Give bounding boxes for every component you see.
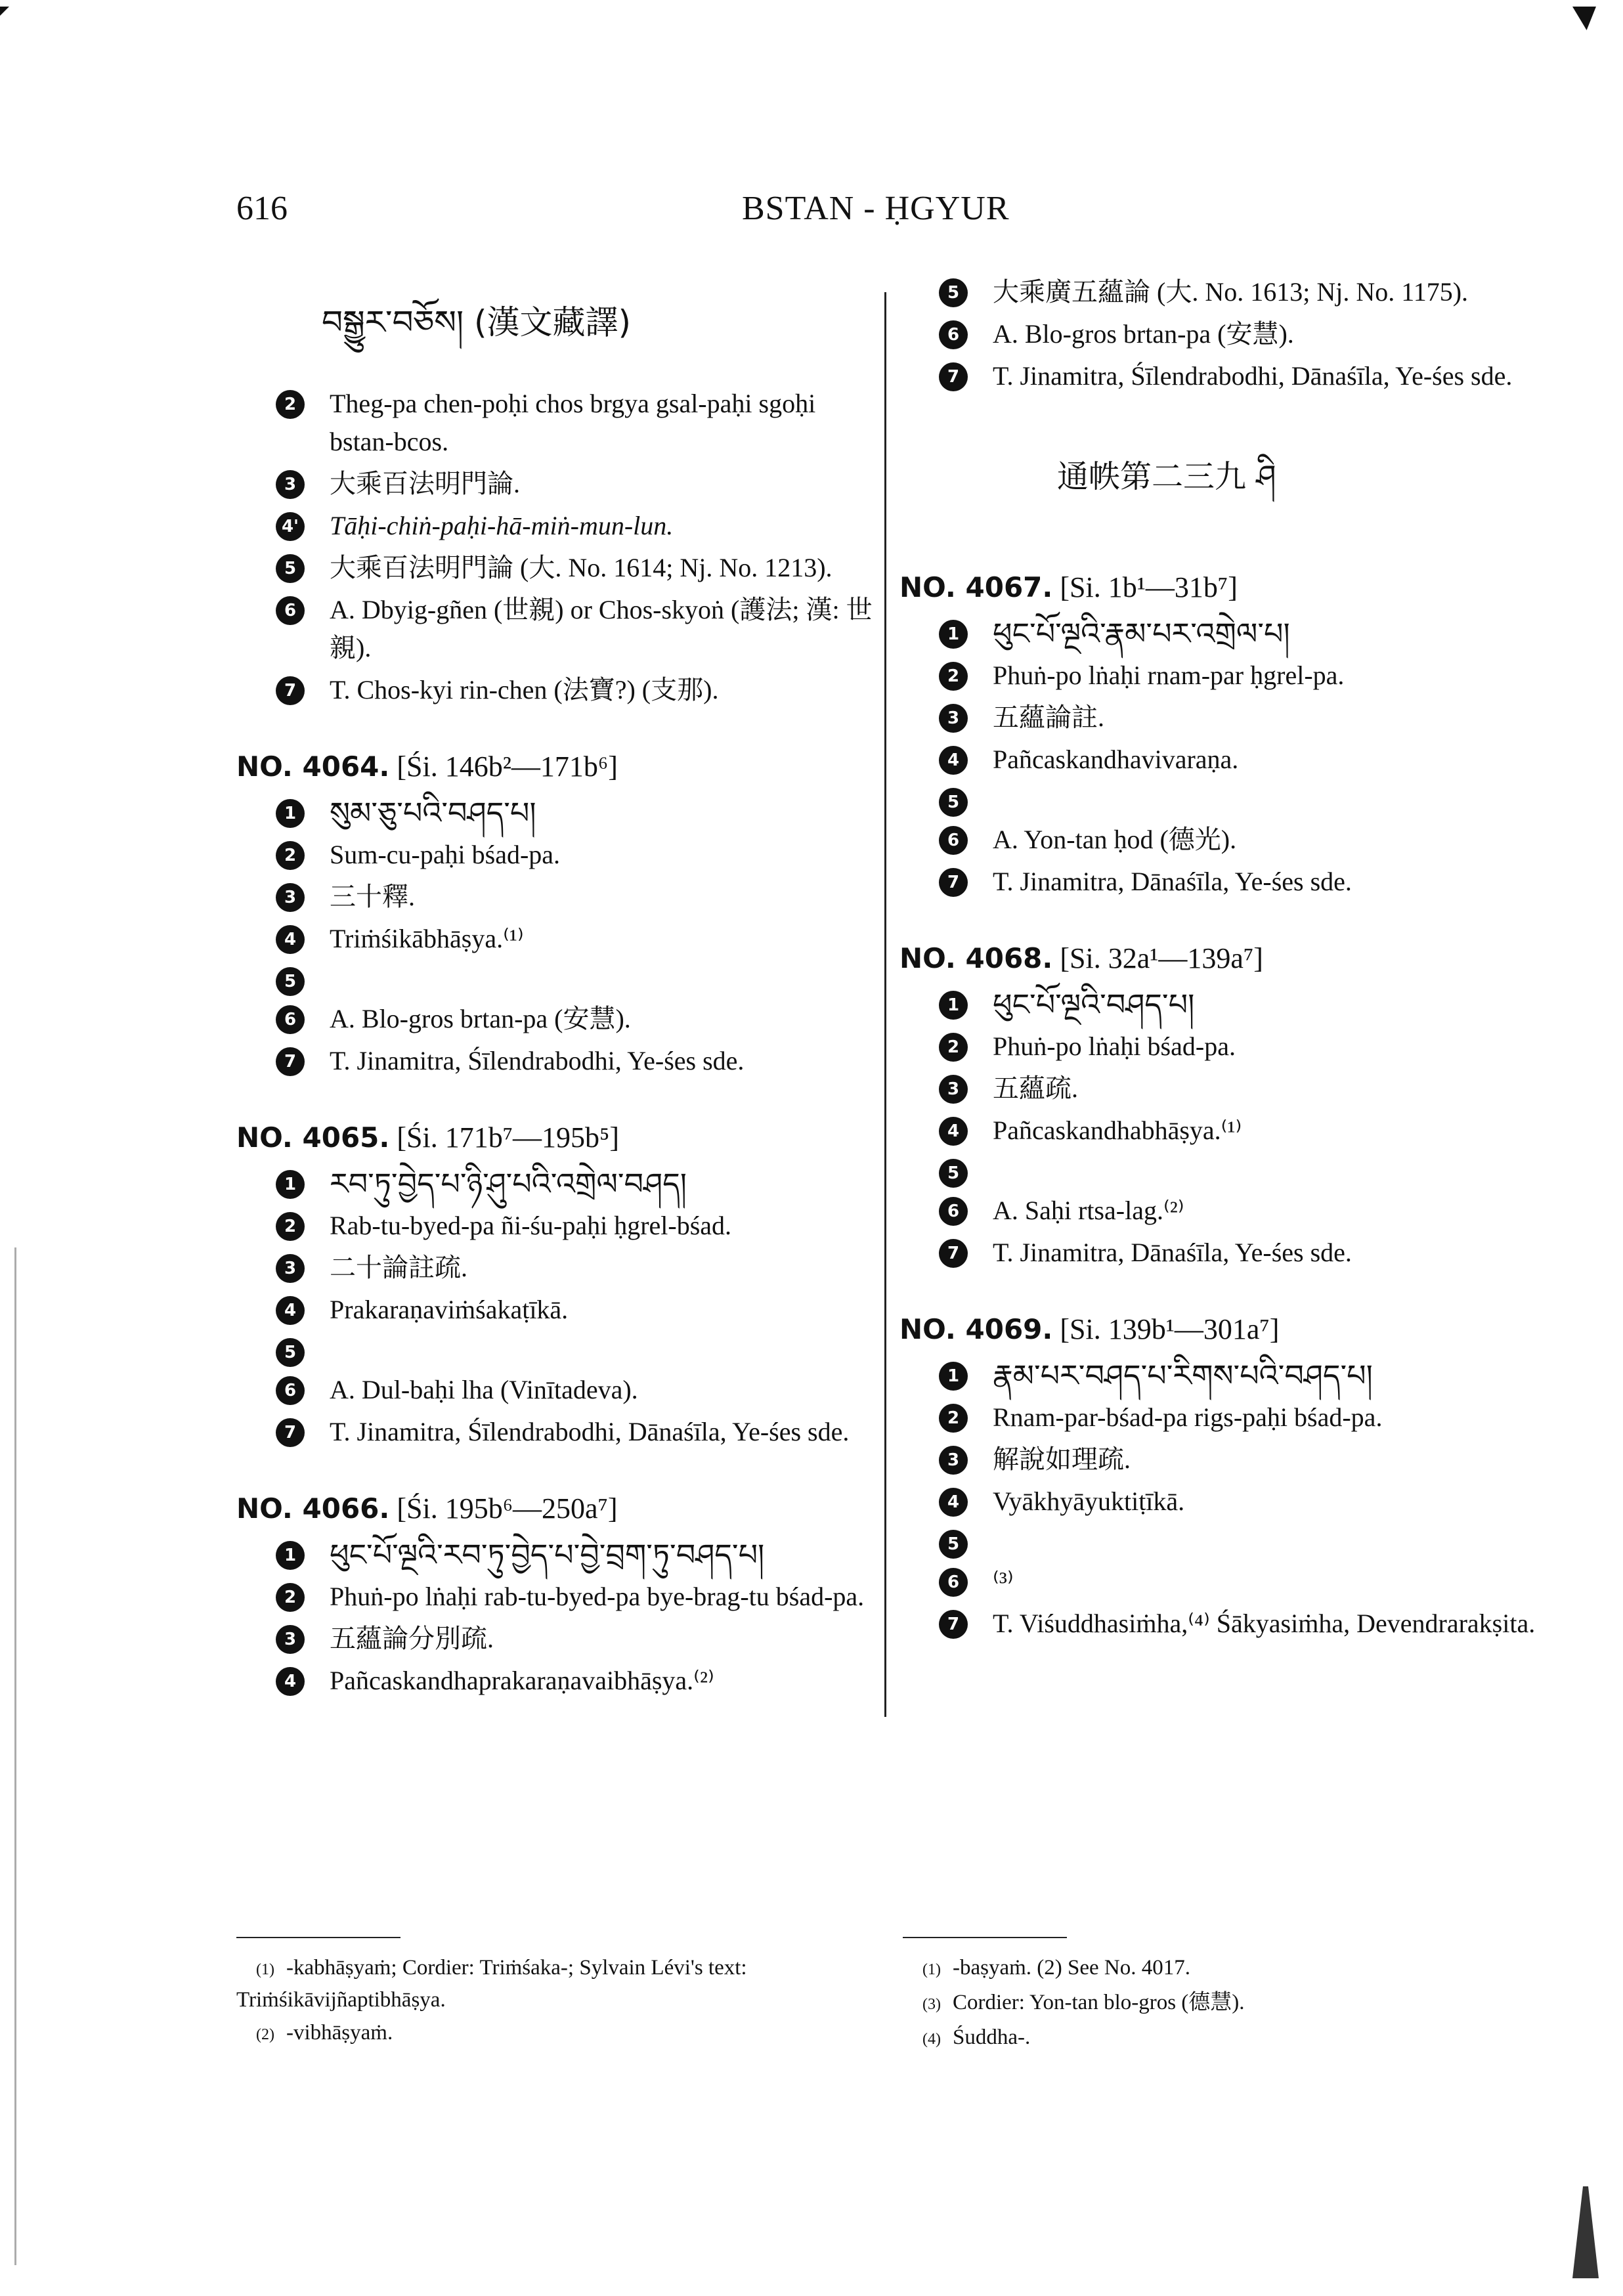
field-number-marker: 3 <box>939 1075 968 1104</box>
entry-line <box>899 699 1540 737</box>
field-number-marker: 7 <box>276 1047 305 1076</box>
entry-line <box>899 1605 1540 1643</box>
entry-text: T. Viśuddhasiṁha,⁽⁴⁾ Śākyasiṁha, Devendrarakṣita. <box>993 1609 1536 1638</box>
field-number-marker: 1 <box>939 1362 968 1391</box>
entry-text: A. Blo-gros brtan-pa (安慧). <box>993 319 1294 349</box>
scan-edge-mark <box>1572 2186 1599 2278</box>
entry-text: Phuṅ-po lṅaḥi rab-tu-byed-pa bye-brag-tu bśad-pa. <box>330 1582 865 1611</box>
entry-text: Vyākhyāyuktiṭīkā. <box>993 1486 1185 1516</box>
field-number-marker: 3 <box>939 704 968 733</box>
entry-text: T. Jinamitra, Śīlendrabodhi, Dānaśīla, Ye-śes sde. <box>330 1417 850 1446</box>
footnote-text: Śuddha-. <box>952 2025 1031 2049</box>
field-number-marker: 7 <box>939 362 968 391</box>
field-number-marker: 7 <box>939 1239 968 1268</box>
entry-line <box>899 1440 1540 1479</box>
entry-line <box>236 1413 876 1451</box>
entry-text: A. Dul-baḥi lha (Vinītadeva). <box>330 1375 638 1404</box>
field-number-marker: 1 <box>276 1541 305 1570</box>
entry-text: A. Saḥi rtsa-lag.⁽²⁾ <box>993 1196 1184 1225</box>
field-number-marker: 6 <box>276 596 305 625</box>
field-number-marker: 6 <box>276 1376 305 1405</box>
entry-text: T. Jinamitra, Dānaśīla, Ye-śes sde. <box>993 1238 1352 1267</box>
entry-line <box>236 1333 876 1367</box>
translation-title: བསྒྱུར་བཅོས། (漢文藏譯) <box>322 303 632 341</box>
entry-line <box>899 1028 1540 1066</box>
tibetan-title-line <box>899 986 1540 1024</box>
catalog-entry <box>236 750 876 1080</box>
entry-text: Pañcaskandhaprakaraṇavaibhāṣya.⁽²⁾ <box>330 1666 714 1695</box>
footnote <box>236 2018 876 2050</box>
field-number-marker: 5 <box>276 554 305 583</box>
entry-line <box>899 1483 1540 1521</box>
tibetan-title-line <box>236 1165 876 1203</box>
field-number-marker: 7 <box>276 1418 305 1447</box>
tibetan-title-line <box>236 1536 876 1574</box>
field-number-marker: 5 <box>276 1338 305 1367</box>
field-number-marker: 4 <box>276 1667 305 1696</box>
entry-text: 大乘百法明門論 (大. No. 1614; Nj. No. 1213). <box>330 553 833 582</box>
entry-text: 大乘廣五蘊論 (大. No. 1613; Nj. No. 1175). <box>993 277 1469 307</box>
field-number-marker: 3 <box>276 470 305 499</box>
entry-heading <box>236 1492 876 1525</box>
entry-heading <box>899 942 1540 975</box>
entry-line <box>899 273 1540 311</box>
entry-line <box>236 385 876 461</box>
entry-text: T. Jinamitra, Śīlendrabodhi, Ye-śes sde. <box>330 1046 745 1075</box>
tibetan-title-line <box>899 1356 1540 1395</box>
entry-text: T. Jinamitra, Śīlendrabodhi, Dānaśīla, Ye-śes sde. <box>993 361 1513 391</box>
right-footnotes <box>903 1950 1543 2057</box>
field-number-marker: 5 <box>939 278 968 307</box>
catalog-entry <box>899 1312 1540 1643</box>
tibetan-title-line <box>236 794 876 832</box>
entry-text: A. Yon-tan ḥod (德光). <box>993 825 1237 854</box>
entry-text: A. Blo-gros brtan-pa (安慧). <box>330 1004 631 1033</box>
catalog-entry <box>899 942 1540 1272</box>
field-number-marker: 3 <box>276 1254 305 1283</box>
tibetan-title: ཕུང་པོ་ལྔའི་རབ་ཏུ་བྱེད་པ་བྱེ་བྲག་ཏུ་བཤད་པ། <box>330 1537 765 1572</box>
entry-line <box>236 920 876 958</box>
entry-text: 大乘百法明門論. <box>330 469 520 498</box>
left-footnotes <box>236 1950 876 2052</box>
entry-number: NO. 4067. <box>899 571 1053 603</box>
field-number-marker: 2 <box>276 841 305 870</box>
scan-binding-edge <box>14 1247 16 2265</box>
footnote-text: -vibhāṣyaṁ. <box>286 2021 393 2045</box>
footnote <box>903 1953 1543 1985</box>
entry-line <box>236 962 876 996</box>
entry-text: Phuṅ-po lṅaḥi rnam-par ḥgrel-pa. <box>993 661 1345 690</box>
entry-line <box>236 507 876 545</box>
footnote <box>903 1987 1543 2020</box>
entry-number: NO. 4068. <box>899 942 1053 974</box>
entry-line <box>899 1070 1540 1108</box>
entry-text: 二十論註疏. <box>330 1253 467 1282</box>
entry-line <box>899 1398 1540 1437</box>
entry-heading <box>899 571 1540 604</box>
entry-line <box>236 549 876 587</box>
folio-range: [Si. 1b¹—31b⁷] <box>1060 571 1238 603</box>
entry-line <box>899 1563 1540 1601</box>
footnote-rule-left <box>236 1937 400 1938</box>
field-number-marker: 3 <box>276 1625 305 1654</box>
right-column <box>899 269 1540 1647</box>
tibetan-title: རབ་ཏུ་བྱེད་པ་ཉི་ཤུ་པའི་འགྲེལ་བཤད། <box>330 1166 687 1202</box>
footnote <box>236 1953 876 2015</box>
footnote-mark: (1) <box>256 1961 274 1978</box>
entry-text: A. Dbyig-gñen (世親) or Chos-skyoṅ (護法; 漢: 世親). <box>330 595 873 662</box>
field-number-marker: 2 <box>276 1212 305 1241</box>
entry-line <box>236 1291 876 1329</box>
field-number-marker: 6 <box>939 320 968 349</box>
footnote-text: -baṣyaṁ. (2) See No. 4017. <box>952 1956 1190 1980</box>
entry-text: Rab-tu-byed-pa ñi-śu-paḥi ḥgrel-bśad. <box>330 1211 732 1240</box>
entry-line <box>236 1207 876 1245</box>
entry-line <box>899 1192 1540 1230</box>
entry-line <box>236 1620 876 1658</box>
field-number-marker: 4 <box>939 1488 968 1517</box>
entry-line <box>899 357 1540 395</box>
entry-text: Theg-pa chen-poḥi chos brgya gsal-paḥi sgoḥi bstan-bcos. <box>330 389 816 456</box>
field-number-marker: 3 <box>939 1446 968 1475</box>
field-number-marker: 7 <box>939 868 968 897</box>
field-number-marker: 1 <box>276 1170 305 1199</box>
entry-line <box>899 1525 1540 1559</box>
field-number-marker: 4 <box>939 1117 968 1146</box>
footnote <box>903 2022 1543 2054</box>
entry-text: Tāḥi-chiṅ-paḥi-hā-miṅ-mun-lun. <box>330 511 674 540</box>
field-number-marker: 1 <box>276 799 305 828</box>
entry-text: 五蘊疏. <box>993 1073 1078 1103</box>
entry-number: NO. 4066. <box>236 1492 390 1525</box>
entry-text: ⁽³⁾ <box>993 1567 1014 1596</box>
tibetan-title: ཕུང་པོ་ལྔའི་བཤད་པ། <box>993 987 1195 1022</box>
left-catalog-entries <box>236 750 876 1700</box>
tibetan-title: སུམ་ཅུ་པའི་བཤད་པ། <box>330 795 536 831</box>
field-number-marker: 6 <box>939 1568 968 1597</box>
entry-line <box>899 741 1540 779</box>
entry-text: T. Jinamitra, Dānaśīla, Ye-śes sde. <box>993 867 1352 896</box>
folio-range: [Śi. 146b²—171b⁶] <box>397 750 618 783</box>
entry-line <box>899 1112 1540 1150</box>
field-number-marker: 2 <box>276 390 305 419</box>
entry-line <box>236 1371 876 1409</box>
entry-line <box>236 1042 876 1080</box>
entry-heading <box>899 1312 1540 1346</box>
field-number-marker: 5 <box>276 967 305 996</box>
field-number-marker: 6 <box>939 826 968 855</box>
entry-line <box>899 315 1540 353</box>
entry-line <box>899 821 1540 859</box>
scan-corner-mark-left <box>0 7 9 16</box>
entry-heading <box>236 750 876 783</box>
right-catalog-entries <box>899 571 1540 1643</box>
entry-line <box>236 671 876 709</box>
folio-range: [Si. 139b¹—301a⁷] <box>1060 1313 1280 1345</box>
entry-text: 三十釋. <box>330 882 415 911</box>
entry-heading <box>236 1121 876 1154</box>
field-number-marker: 2 <box>939 1404 968 1433</box>
field-number-marker: 6 <box>276 1005 305 1034</box>
entry-text: T. Chos-kyi rin-chen (法寶?) (支那). <box>330 675 719 704</box>
tibetan-title: རྣམ་པར་བཤད་པ་རིགས་པའི་བཤད་པ། <box>993 1358 1373 1393</box>
footnote-mark: (1) <box>922 1961 941 1978</box>
entry-text: Sum-cu-paḥi bśad-pa. <box>330 840 561 869</box>
entry-number: NO. 4069. <box>899 1313 1053 1345</box>
right-top-entries <box>899 273 1540 395</box>
footnote-text: Cordier: Yon-tan blo-gros (德慧). <box>952 1991 1245 2014</box>
entry-line <box>236 1249 876 1287</box>
column-divider <box>884 292 886 1717</box>
field-number-marker: 2 <box>939 662 968 691</box>
field-number-marker: 1 <box>939 991 968 1020</box>
footnote-text: -kabhāṣyaṁ; Cordier: Triṁśaka-; Sylvain Lévi's text: Triṁśikāvijñaptibhāṣya. <box>236 1956 747 2012</box>
entry-text: 解說如理疏. <box>993 1444 1131 1474</box>
section-heading: 通帙第二三九 ཤི <box>1057 458 1276 495</box>
entry-line <box>899 657 1540 695</box>
entry-text: Prakaraṇaviṁśakaṭīkā. <box>330 1295 569 1324</box>
field-number-marker: 2 <box>939 1033 968 1062</box>
tibetan-title-line <box>899 615 1540 653</box>
entry-line <box>236 836 876 874</box>
entry-line <box>899 783 1540 817</box>
footnote-mark: (3) <box>922 1996 941 2013</box>
field-number-marker: 6 <box>939 1197 968 1226</box>
entry-text: Triṁśikābhāṣya.⁽¹⁾ <box>330 924 524 953</box>
entry-line <box>236 1000 876 1038</box>
entry-text: Rnam-par-bśad-pa rigs-paḥi bśad-pa. <box>993 1402 1383 1432</box>
entry-line <box>899 1154 1540 1188</box>
entry-number: NO. 4065. <box>236 1121 390 1154</box>
catalog-entry <box>236 1121 876 1451</box>
entry-text: Phuṅ-po lṅaḥi bśad-pa. <box>993 1031 1236 1061</box>
folio-range: [Śi. 171b⁷—195b⁵] <box>397 1121 620 1154</box>
scan-corner-mark <box>1572 7 1596 30</box>
folio-range: [Si. 32a¹—139a⁷] <box>1060 942 1263 974</box>
field-number-marker: 5 <box>939 1159 968 1188</box>
field-number-marker: 5 <box>939 788 968 817</box>
entry-text: Pañcaskandhavivaraṇa. <box>993 745 1239 774</box>
entry-text: 五蘊論分別疏. <box>330 1624 494 1653</box>
tibetan-title: ཕུང་པོ་ལྔའི་རྣམ་པར་འགྲེལ་པ། <box>993 616 1290 651</box>
left-column <box>236 282 876 1704</box>
field-number-marker: 7 <box>276 676 305 705</box>
footnote-rule-right <box>903 1937 1067 1938</box>
footnote-mark: (2) <box>256 2026 274 2043</box>
left-top-entries <box>236 385 876 709</box>
field-number-marker: 4 <box>939 746 968 775</box>
entry-line <box>236 1578 876 1616</box>
entry-text: Pañcaskandhabhāṣya.⁽¹⁾ <box>993 1116 1242 1145</box>
field-number-marker: 1 <box>939 620 968 649</box>
field-number-marker: 4 <box>276 925 305 954</box>
field-number-marker: 2 <box>276 1583 305 1612</box>
field-number-marker: 5 <box>939 1530 968 1559</box>
entry-line <box>899 863 1540 901</box>
entry-line <box>236 878 876 916</box>
catalog-entry <box>236 1492 876 1700</box>
entry-line <box>899 1234 1540 1272</box>
running-header: BSTAN - ḤGYUR <box>742 190 1010 227</box>
entry-line <box>236 1662 876 1700</box>
field-number-marker: 7 <box>939 1610 968 1639</box>
page-number: 616 <box>236 190 288 227</box>
footnote-mark: (4) <box>922 2031 941 2048</box>
catalog-entry <box>899 571 1540 901</box>
entry-line <box>236 465 876 503</box>
field-number-marker: 3 <box>276 883 305 912</box>
field-number-marker: 4 <box>276 1296 305 1325</box>
folio-range: [Śi. 195b⁶—250a⁷] <box>397 1492 618 1525</box>
field-number-marker: 4' <box>276 512 305 541</box>
entry-number: NO. 4064. <box>236 750 390 783</box>
entry-line <box>236 591 876 667</box>
entry-text: 五蘊論註. <box>993 703 1104 732</box>
